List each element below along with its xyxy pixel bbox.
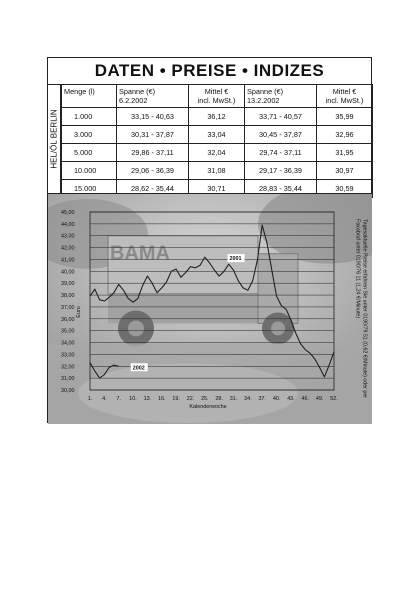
x-tick-label: 25. [201,396,209,402]
y-tick-label: 39,00 [61,281,75,288]
source-note-cell [353,219,369,409]
table-row [62,144,373,162]
y-tick-label: 31,00 [61,376,75,383]
table-row [62,126,373,144]
cell-range-2: 33,71 - 40,57 [245,108,317,126]
x-tick-label: 34. [244,396,252,402]
cell-mean-2: 30,59 [317,180,373,198]
y-tick-label: 36,00 [61,316,75,323]
cell-range-1: 28,62 - 35,44 [117,180,189,198]
cell-mean-2: 35,99 [317,108,373,126]
x-tick-label: 13. [143,396,152,402]
x-tick-label: 40. [272,396,281,402]
cell-range-1: 30,31 - 37,87 [117,126,189,144]
series-label-2001: 2001 [229,256,242,263]
y-tick-labels [61,210,75,394]
x-tick-label: 49. [315,396,324,402]
series-label-2002: 2002 [132,365,145,372]
series-line-2002 [90,363,119,378]
y-tick-label: 44,00 [61,221,75,228]
y-tick-label: 35,00 [61,328,75,335]
cell-quantity: 1.000 [62,108,117,126]
chart-grid [90,212,334,390]
header-range-2: Spanne (€) 13.2.2002 [245,85,317,108]
cell-mean-1: 32,04 [189,144,245,162]
x-tick-label: 7. [116,396,121,402]
region-label: HEL/ÖL BERLIN [49,108,59,169]
y-axis-label: Euro [76,306,82,318]
cell-mean-2: 30,97 [317,162,373,180]
y-tick-label: 34,00 [61,340,75,347]
x-tick-label: 52. [330,396,338,402]
cell-mean-1: 36,12 [189,108,245,126]
cell-range-2: 30,45 - 37,87 [245,126,317,144]
header-range-1: Spanne (€) 6.2.2002 [117,85,189,108]
x-tick-label: 37. [258,396,266,402]
x-tick-label: 22. [186,396,195,402]
chart-area [48,193,372,424]
svg-text:BAMA: BAMA [110,242,170,265]
x-axis-label: Kalenderwoche [189,404,227,410]
x-tick-label: 31. [229,396,238,402]
header-mean-1: Mittel € incl. MwSt.) [189,85,245,108]
plot-frame [90,212,334,390]
price-history-chart [48,194,358,424]
series-labels [131,254,245,371]
cell-mean-1: 33,04 [189,126,245,144]
x-tick-label: 10. [129,396,137,402]
x-tick-label: 16. [158,396,166,402]
cell-quantity: 5.000 [62,144,117,162]
panel-title: DATEN • PREISE • INDIZES [48,58,371,85]
cell-mean-1: 30,71 [189,180,245,198]
cell-range-1: 33,15 - 40,63 [117,108,189,126]
cell-mean-1: 31,08 [189,162,245,180]
y-tick-label: 43,00 [61,233,75,240]
table-row [62,162,373,180]
cell-range-1: 29,86 - 37,11 [117,144,189,162]
x-tick-label: 46. [301,396,310,402]
cell-quantity: 15.000 [62,180,117,198]
x-tick-labels [88,396,338,402]
cell-quantity: 10.000 [62,162,117,180]
cell-range-2: 28,83 - 35,44 [245,180,317,198]
x-tick-label: 19. [172,396,180,402]
cell-range-1: 29,06 - 36,39 [117,162,189,180]
chart-series [90,225,334,378]
price-table [61,84,373,198]
x-tick-label: 1. [87,396,93,402]
header-mean-2: Mittel € incl. MwSt.) [317,85,373,108]
table-header-row [62,85,373,108]
cell-mean-2: 32,96 [317,126,373,144]
x-tick-label: 28. [215,396,223,402]
cell-range-2: 29,17 - 36,39 [245,162,317,180]
y-tick-label: 40,00 [61,269,75,276]
y-tick-label: 37,00 [61,304,75,311]
source-note: Tagesaktuelle Preise erfahren Sie unter 0190/79 51 (0,62 €/Minute) oder per Faxabruf unter 0190/76 11 (1,24 €/Minute) [355,219,368,399]
cell-range-2: 29,74 - 37,11 [245,144,317,162]
y-tick-label: 32,00 [61,364,75,371]
y-tick-label: 30,00 [61,388,75,394]
header-quantity: Menge (l) [62,85,117,108]
x-tick-label: 43. [287,396,295,402]
cell-quantity: 3.000 [62,126,117,144]
y-tick-label: 38,00 [61,293,75,300]
table-row [62,108,373,126]
y-tick-label: 42,00 [61,245,75,252]
cell-mean-2: 31,95 [317,144,373,162]
region-label-cell [48,84,61,193]
x-tick-label: 4. [102,396,107,402]
y-tick-label: 45,00 [61,210,75,216]
y-tick-label: 33,00 [61,352,75,359]
y-tick-label: 41,00 [61,257,75,264]
data-price-index-panel [47,57,372,423]
series-line-2001 [90,225,334,377]
